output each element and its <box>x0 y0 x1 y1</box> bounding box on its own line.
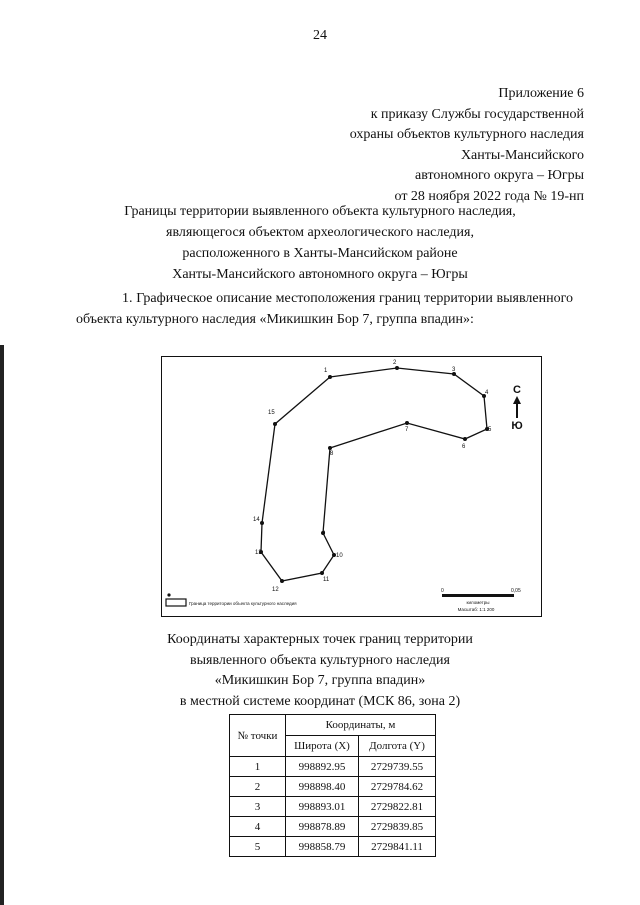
header-longitude: Долгота (Y) <box>359 736 436 757</box>
cell-longitude: 2729739.55 <box>359 757 436 777</box>
boundary-line <box>261 368 487 581</box>
header-point-number: № точки <box>230 715 286 757</box>
boundary-point <box>260 521 264 525</box>
point-label: 10 <box>336 553 343 559</box>
point-label: 7 <box>405 427 409 433</box>
legend-boundary-icon <box>166 599 186 606</box>
cell-longitude: 2729839.85 <box>359 817 436 837</box>
description-paragraph <box>76 288 573 330</box>
scale-bar <box>441 588 521 612</box>
boundary-point <box>405 421 409 425</box>
title-line: Ханты-Мансийского автономного округа – Югры <box>172 267 468 282</box>
coords-title-line: Координаты характерных точек границ территории <box>167 632 473 647</box>
header-coordinates: Координаты, м <box>286 715 436 736</box>
appendix-line: охраны объектов культурного наследия <box>349 127 584 142</box>
boundary-map-drawing <box>162 357 541 616</box>
point-label: 8 <box>330 451 334 457</box>
table-row <box>230 817 436 837</box>
scale-zero: 0 <box>441 588 444 594</box>
point-label: 11 <box>323 577 330 583</box>
boundary-point <box>280 579 284 583</box>
cell-latitude: 998858.79 <box>286 837 359 857</box>
map-legend <box>166 593 297 606</box>
point-label: 13 <box>255 550 262 556</box>
coords-title-line: в местной системе координат (МСК 86, зона 2) <box>179 693 461 709</box>
boundary-point <box>273 422 277 426</box>
point-label: 2 <box>393 360 397 366</box>
cell-latitude: 998892.95 <box>286 757 359 777</box>
point-label: 6 <box>462 444 466 450</box>
north-label: С <box>513 384 521 396</box>
point-label: 12 <box>272 587 279 593</box>
cell-latitude: 998878.89 <box>286 817 359 837</box>
point-label: 14 <box>253 517 260 523</box>
title-line: Границы территории выявленного объекта культурного наследия, <box>124 204 516 219</box>
scale-ratio: Масштаб: 1:1 200 <box>457 607 495 612</box>
cell-number: 3 <box>230 797 286 817</box>
legend-point-icon <box>167 593 170 596</box>
arrow-head-icon <box>513 396 521 404</box>
document-title <box>0 201 640 285</box>
cell-longitude: 2729784.62 <box>359 777 436 797</box>
legend-text: Граница территории объекта культурного наследия <box>189 601 297 606</box>
paragraph-text: 1. Графическое описание местоположения границ территории выявленного объекта культурного наследия «Микишкин Бор 7, группа впадин»: <box>76 291 573 327</box>
scale-units: километры <box>466 600 490 605</box>
appendix-header <box>350 84 584 207</box>
scan-edge-line <box>0 345 4 905</box>
header-latitude: Широта (X) <box>286 736 359 757</box>
south-label: Ю <box>511 420 523 432</box>
boundary-point <box>328 375 332 379</box>
table-row <box>230 777 436 797</box>
appendix-line: Ханты-Мансийского <box>460 147 584 163</box>
scale-end: 0,05 <box>511 588 521 594</box>
table-row <box>230 757 436 777</box>
point-label: 15 <box>268 410 275 416</box>
title-line: расположенного в Ханты-Мансийском районе <box>182 246 458 261</box>
coordinates-title <box>0 630 640 712</box>
north-arrow <box>511 384 522 432</box>
boundary-points <box>259 366 489 583</box>
page-number: 24 <box>313 28 327 43</box>
cell-latitude: 998898.40 <box>286 777 359 797</box>
scale-line <box>442 594 514 597</box>
table-header-row <box>230 715 436 736</box>
point-label: 5 <box>488 427 492 433</box>
appendix-line: к приказу Службы государственной <box>370 106 584 122</box>
cell-longitude: 2729822.81 <box>359 797 436 817</box>
cell-number: 4 <box>230 817 286 837</box>
table-row <box>230 837 436 857</box>
point-label: 9 <box>322 531 326 537</box>
point-label: 4 <box>485 390 489 396</box>
boundary-map <box>161 356 542 617</box>
point-label: 1 <box>324 368 328 374</box>
appendix-line: от 28 ноября 2022 года № 19-нп <box>394 188 584 204</box>
appendix-line: автономного округа – Югры <box>415 168 584 183</box>
cell-longitude: 2729841.11 <box>359 837 436 857</box>
boundary-point <box>320 571 324 575</box>
coords-title-line: «Микишкин Бор 7, группа впадин» <box>214 673 426 688</box>
appendix-line: Приложение 6 <box>498 86 584 101</box>
arrow-shaft <box>516 404 518 418</box>
cell-latitude: 998893.01 <box>286 797 359 817</box>
cell-number: 1 <box>230 757 286 777</box>
point-label: 3 <box>452 367 456 373</box>
coords-title-line: выявленного объекта культурного наследия <box>190 652 450 668</box>
cell-number: 5 <box>230 837 286 857</box>
boundary-point <box>328 446 332 450</box>
cell-number: 2 <box>230 777 286 797</box>
coordinates-table <box>229 714 436 857</box>
table-row <box>230 797 436 817</box>
point-labels <box>253 360 492 593</box>
boundary-point <box>395 366 399 370</box>
title-line: являющегося объектом археологического наследия, <box>166 225 474 240</box>
boundary-point <box>463 437 467 441</box>
